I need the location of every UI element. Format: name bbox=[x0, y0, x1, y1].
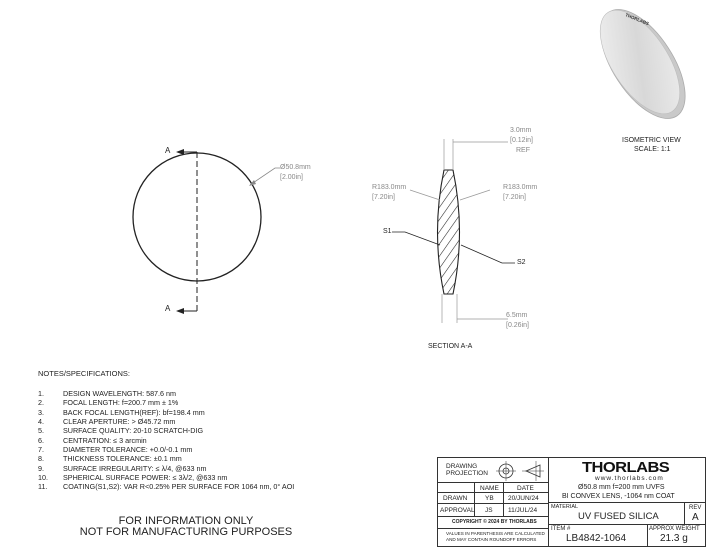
radius-left-mm: R183.0mm bbox=[372, 184, 407, 191]
drawn-name: YB bbox=[485, 495, 494, 502]
rev-value: A bbox=[692, 512, 699, 523]
note-item: 6. CENTRATION: ≤ 3 arcmin bbox=[38, 435, 147, 445]
note-item: 3. BACK FOCAL LENGTH(REF): bf=198.4 mm bbox=[38, 407, 205, 417]
section-label-top: A bbox=[165, 146, 171, 155]
notes-list bbox=[38, 389, 294, 492]
title-block bbox=[437, 457, 706, 547]
center-thickness-ref: REF bbox=[516, 147, 530, 154]
disclaimer-line-2: NOT FOR MANUFACTURING PURPOSES bbox=[79, 526, 293, 538]
radius-right-leader bbox=[460, 190, 490, 200]
item-label: ITEM # bbox=[551, 526, 571, 532]
projection-symbol bbox=[496, 461, 546, 481]
note-item: 4. CLEAR APERTURE: > Ø45.72 mm bbox=[38, 417, 176, 427]
note-item: 7. DIAMETER TOLERANCE: +0.0/-0.1 mm bbox=[38, 445, 193, 455]
col-name-header: NAME bbox=[480, 485, 499, 492]
note-item: 2. FOCAL LENGTH: f=200.7 mm ± 1% bbox=[38, 398, 179, 408]
arrowhead-bottom bbox=[176, 308, 184, 314]
weight-value: 21.3 g bbox=[660, 533, 688, 544]
note-item: 5. SURFACE QUALITY: 20-10 SCRATCH-DIG bbox=[38, 426, 204, 436]
s1-leader bbox=[392, 232, 440, 245]
note-item: 8. THICKNESS TOLERANCE: ±0.1 mm bbox=[38, 454, 182, 464]
drawing-projection-1: DRAWING bbox=[446, 463, 478, 470]
lens-engraving: THORLABS bbox=[624, 12, 650, 27]
surface-1-label: S1 bbox=[383, 228, 392, 235]
note-item: 1. DESIGN WAVELENGTH: 587.6 nm bbox=[38, 389, 177, 398]
rev-label: REV bbox=[689, 505, 702, 511]
center-thickness-mm: 3.0mm bbox=[510, 127, 532, 134]
note-item: 9. SURFACE IRREGULARITY: ≤ λ/4, @633 nm bbox=[38, 463, 207, 473]
col-date-header: DATE bbox=[517, 485, 534, 492]
weight-label: APPROX WEIGHT bbox=[649, 526, 700, 532]
surface-2-label: S2 bbox=[517, 259, 526, 266]
approval-name: JS bbox=[485, 507, 493, 514]
center-thickness-in: [0.12in] bbox=[510, 137, 533, 144]
thorlabs-logo: THORLABS bbox=[582, 459, 670, 476]
approval-date: 11/JUL/24 bbox=[508, 507, 538, 514]
s2-leader bbox=[461, 245, 515, 263]
edge-thickness-mm: 6.5mm bbox=[506, 312, 528, 319]
diameter-mm: Ø50.8mm bbox=[280, 164, 311, 171]
lens-cross-section bbox=[438, 170, 460, 294]
drawn-label: DRAWN bbox=[443, 495, 468, 502]
radius-left-in: [7.20in] bbox=[372, 194, 395, 201]
radius-right-mm: R183.0mm bbox=[503, 184, 538, 191]
arrowhead-top bbox=[176, 149, 184, 155]
material-label: MATERIAL bbox=[551, 504, 579, 510]
values-note-2: AND MAY CONTAIN ROUNDOFF ERRORS bbox=[446, 537, 537, 542]
item-value: LB4842-1064 bbox=[566, 533, 627, 544]
radius-right-in: [7.20in] bbox=[503, 194, 526, 201]
copyright: COPYRIGHT © 2024 BY THORLABS bbox=[452, 519, 537, 525]
description-1: Ø50.8 mm f=200 mm UVFS bbox=[578, 484, 665, 491]
iso-caption-2: SCALE: 1:1 bbox=[634, 146, 671, 153]
website: www.thorlabs.com bbox=[595, 475, 664, 482]
isometric-view bbox=[585, 2, 697, 128]
section-caption: SECTION A-A bbox=[428, 343, 473, 350]
approval-label: APPROVAL bbox=[440, 507, 475, 514]
section-label-bottom: A bbox=[165, 304, 171, 313]
material-value: UV FUSED SILICA bbox=[578, 511, 659, 522]
iso-caption-1: ISOMETRIC VIEW bbox=[622, 137, 681, 144]
disclaimer-line-1: FOR INFORMATION ONLY bbox=[118, 515, 254, 527]
note-item: 11. COATING(S1,S2): VAR R<0.25% PER SURFACE FOR 1064 nm, 0° AOI bbox=[38, 482, 295, 492]
edge-thickness-in: [0.26in] bbox=[506, 322, 529, 329]
description-2: BI CONVEX LENS, -1064 nm COAT bbox=[562, 493, 675, 500]
drawing-projection-2: PROJECTION bbox=[446, 470, 488, 477]
note-item: 10. SPHERICAL SURFACE POWER: ≤ 3λ/2, @633 nm bbox=[38, 473, 228, 483]
values-note-1: VALUES IN PARENTHESIS ARE CALCULATED bbox=[446, 531, 545, 536]
notes-heading: NOTES/SPECIFICATIONS: bbox=[38, 369, 130, 378]
drawn-date: 20/JUN/24 bbox=[508, 495, 539, 502]
diameter-in: [2.00in] bbox=[280, 174, 303, 181]
radius-left-leader bbox=[410, 190, 440, 200]
